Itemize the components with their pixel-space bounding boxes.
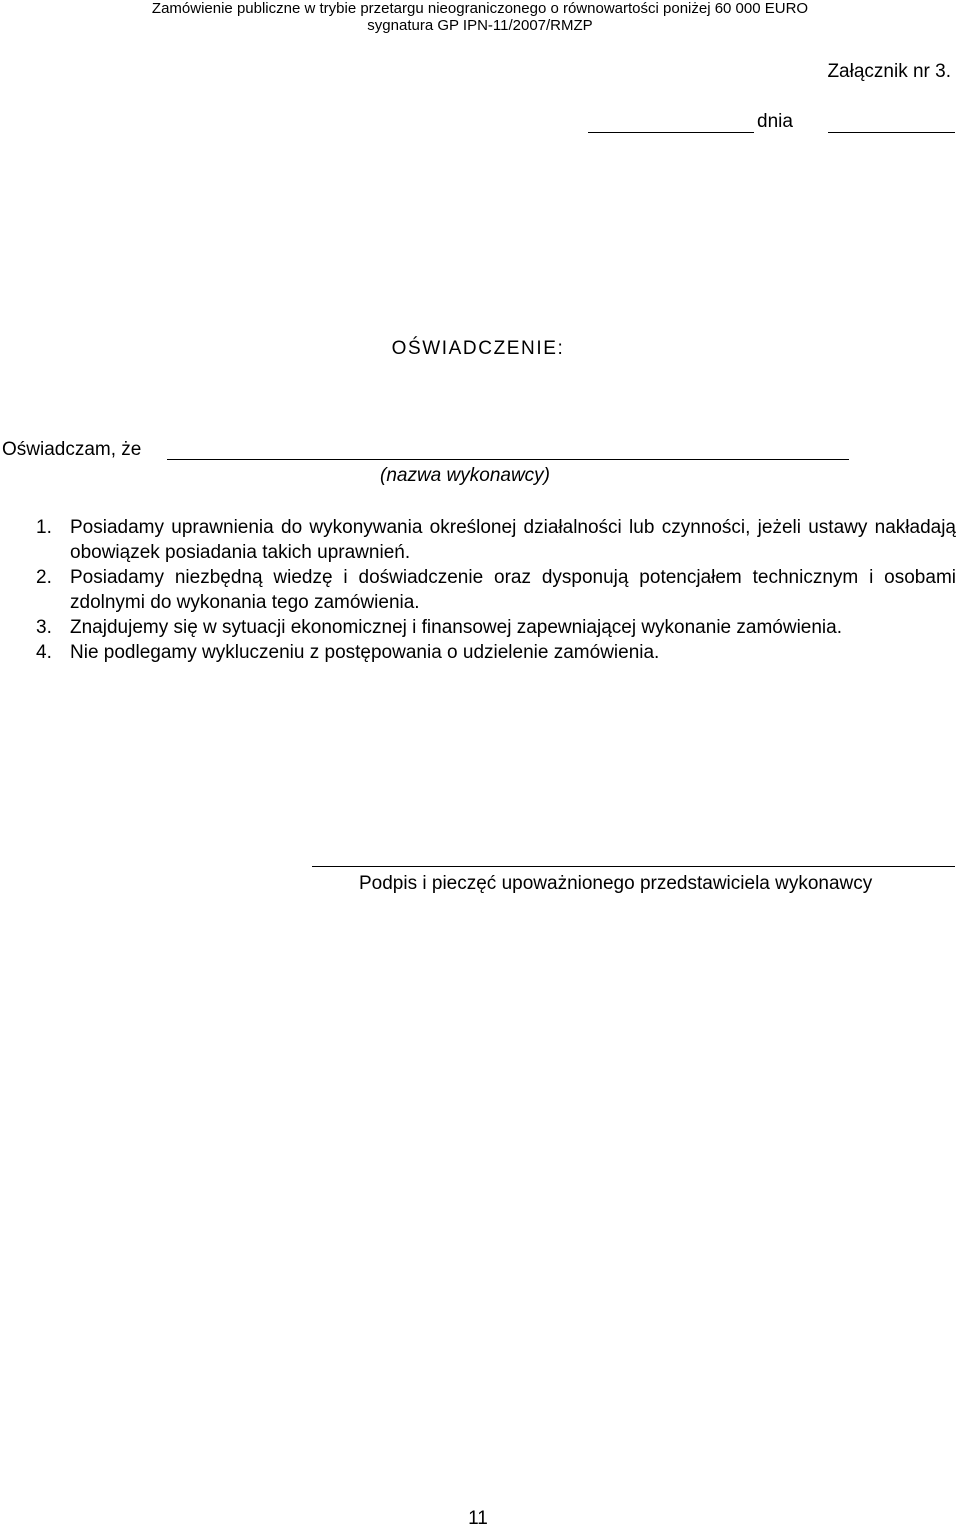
annex-label: Załącznik nr 3. — [827, 61, 951, 82]
list-item-number: 2. — [36, 567, 52, 588]
list-item-text: Posiadamy uprawnienia do wykonywania określonej działalności lub czynności, jeżeli ustawy nakładają obowiązek posiadania takich uprawnień. — [70, 517, 956, 563]
list-item — [36, 615, 956, 640]
signature-caption: Podpis i pieczęć upoważnionego przedstawiciela wykonawcy — [359, 873, 873, 894]
header-reference-line: sygnatura GP IPN-11/2007/RMZP — [367, 17, 593, 34]
list-item — [36, 515, 956, 565]
declaration-list — [36, 515, 956, 665]
list-item-text: Znajdujemy się w sytuacji ekonomicznej i finansowej zapewniającej wykonanie zamówienia. — [70, 617, 842, 638]
list-item-text: Nie podlegamy wykluczeniu z postępowania o udzielenie zamówienia. — [70, 642, 660, 663]
date-label: dnia — [757, 111, 793, 132]
signature-line — [312, 866, 955, 867]
list-item-number: 3. — [36, 617, 52, 638]
date-blank-right — [828, 132, 955, 133]
list-item — [36, 565, 956, 615]
list-item-number: 4. — [36, 642, 52, 663]
page-number: 11 — [468, 1508, 488, 1529]
list-item-text: Posiadamy niezbędną wiedzę i doświadczenie oraz dysponują potencjałem technicznym i osobami zdolnymi do wykonania tego zamówienia. — [70, 567, 956, 613]
date-blank-left — [588, 132, 754, 133]
list-item — [36, 640, 956, 665]
contractor-name-hint: (nazwa wykonawcy) — [380, 465, 550, 486]
contractor-name-blank — [167, 459, 849, 460]
document-title: OŚWIADCZENIE: — [391, 338, 565, 359]
declaration-lead: Oświadczam, że — [2, 439, 142, 460]
list-item-number: 1. — [36, 517, 52, 538]
header-procurement-line: Zamówienie publiczne w trybie przetargu nieograniczonego o równowartości poniżej 60 000 EURO — [151, 0, 809, 17]
